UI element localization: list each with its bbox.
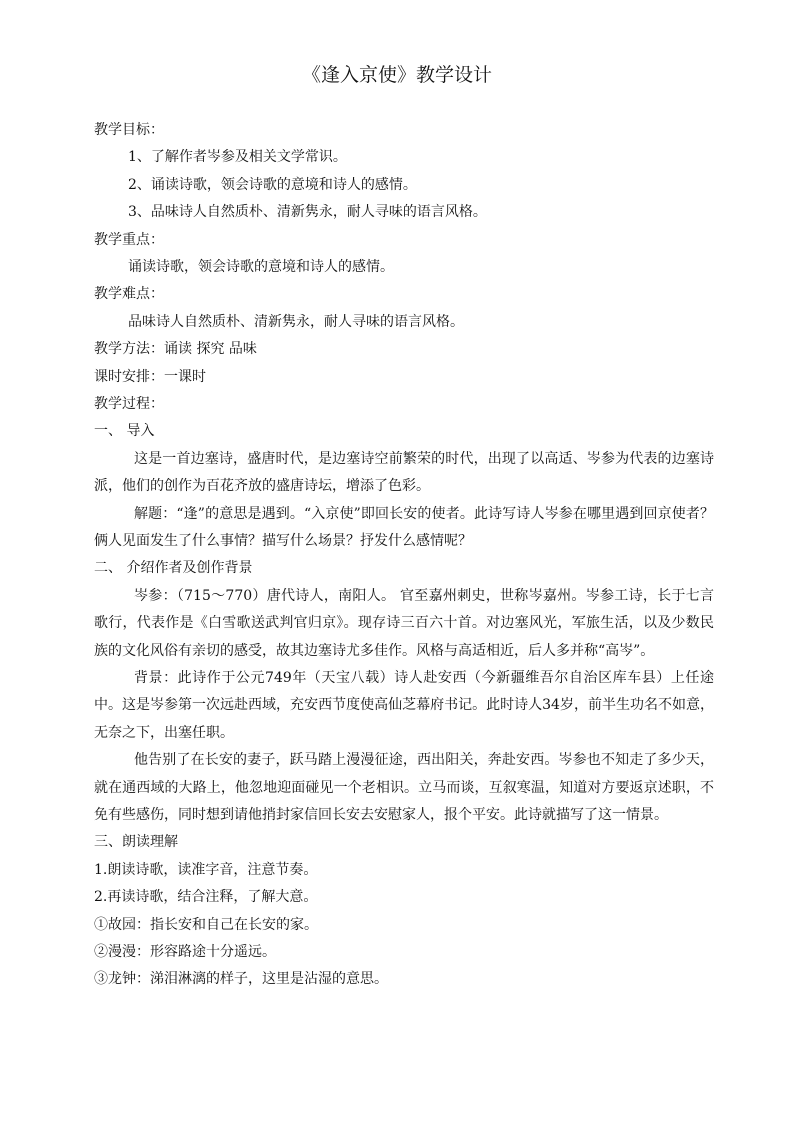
part2-paragraph-1: 岑参：（715～770）唐代诗人，南阳人。 官至嘉州刺史，世称岑嘉州。岑参工诗，长于七言歌行，代表作是《白雪歌送武判官归京》。现存诗三百六十首。对边塞风光，军旅生活，以及少数民族的文化风俗有亲切的感受，故其边塞诗尤多佳作。风格与高适相近，后人多并称“高岑”。 (94, 587, 714, 659)
document-body (94, 117, 714, 994)
document-title: 《逢入京使》教学设计 (301, 64, 492, 86)
key-points-heading: 教学重点： (94, 231, 164, 248)
note-item-2: ②漫漫：形容路途十分遥远。 (94, 943, 276, 960)
part2-paragraph-3: 他告别了在长安的妻子，跃马踏上漫漫征途，西出阳关，奔赴安西。岑参也不知走了多少天，就在通西域的大路上，他忽地迎面碰见一个老相识。立马而谈，互叙寒温，知道对方要返京述职，不免有些感伤，同时想到请他捎封家信回长安去安慰家人，报个平安。此诗就描写了这一情景。 (94, 752, 714, 823)
part1-paragraph-2: 解题：“逢”的意思是遇到。“入京使”即回长安的使者。此诗写诗人岑参在哪里遇到回京使者？俩人见面发生了什么事情？描写什么场景？抒发什么感情呢？ (94, 505, 714, 549)
difficulty-heading: 教学难点： (94, 286, 164, 303)
goal-item-3: 3、品味诗人自然质朴、清新隽永，耐人寻味的语言风格。 (128, 204, 487, 221)
note-item-3: ③龙钟：涕泪淋漓的样子，这里是沾湿的意思。 (94, 971, 388, 988)
difficulty-text: 品味诗人自然质朴、清新隽永，耐人寻味的语言风格。 (128, 313, 464, 330)
teaching-method: 教学方法：诵读 探究 品味 (94, 341, 257, 358)
key-points-text: 诵读诗歌，领会诗歌的意境和诗人的感情。 (128, 258, 394, 275)
note-item-1: ①故园：指长安和自己在长安的家。 (94, 916, 318, 933)
goal-item-2: 2、诵读诗歌，领会诗歌的意境和诗人的感情。 (128, 176, 417, 193)
part2-heading: 二、 介绍作者及创作背景 (94, 560, 253, 577)
goal-item-1: 1、了解作者岑参及相关文学常识。 (128, 149, 347, 166)
part3-item-2: 2.再读诗歌，结合注释，了解大意。 (94, 889, 318, 906)
part3-heading: 三、朗读理解 (94, 834, 178, 851)
part3-item-1: 1.朗读诗歌，读准字音，注意节奏。 (94, 861, 318, 878)
part1-paragraph-1: 这是一首边塞诗，盛唐时代，是边塞诗空前繁荣的时代，出现了以高适、岑参为代表的边塞诗派，他们的创作为百花齐放的盛唐诗坛，增添了色彩。 (94, 450, 714, 495)
part2-paragraph-2: 背景：此诗作于公元749年（天宝八载）诗人赴安西（今新疆维吾尔自治区库车县）上任途中。这是岑参第一次远赴西域，充安西节度使高仙芝幕府书记。此时诗人34岁，前半生功名不如意，无奈之下，出塞任职。 (94, 669, 714, 741)
part1-heading: 一、 导入 (94, 423, 155, 440)
process-heading: 教学过程： (94, 395, 164, 412)
class-schedule: 课时安排：一课时 (94, 368, 206, 385)
goals-heading: 教学目标： (94, 122, 164, 138)
